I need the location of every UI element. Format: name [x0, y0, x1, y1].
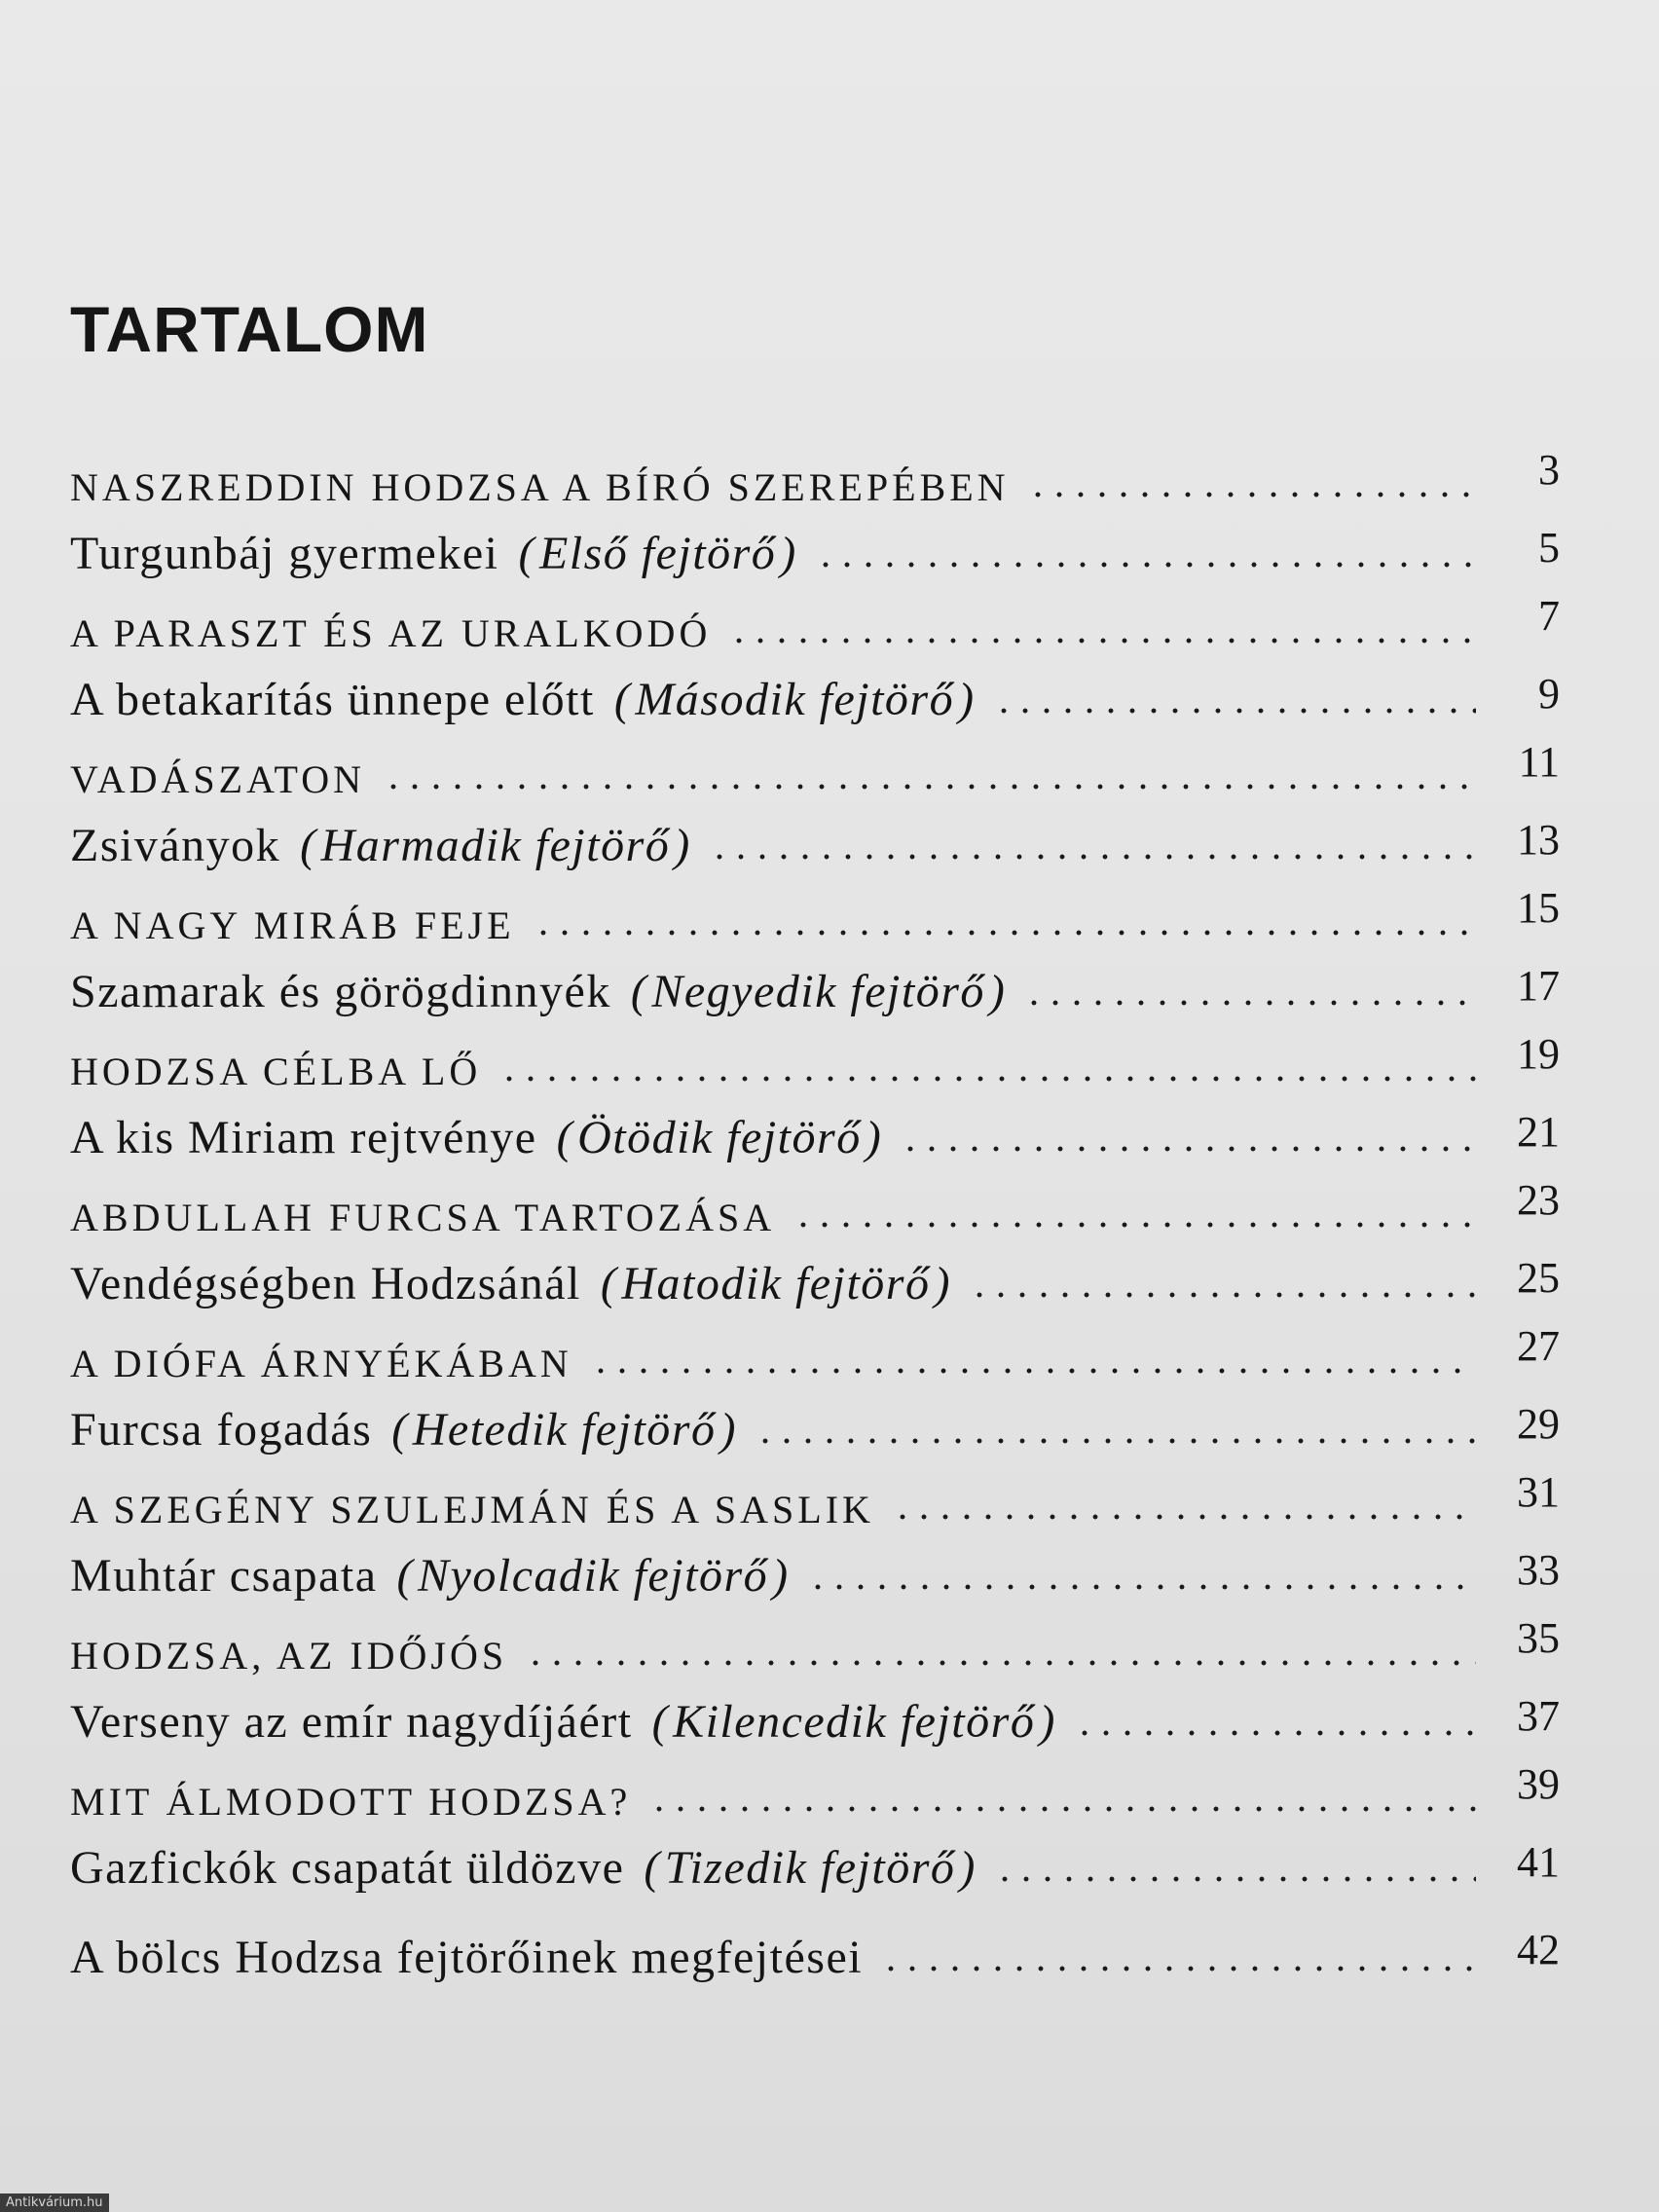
dot-leader	[590, 1367, 1476, 1375]
toc-puzzle-entry	[70, 656, 1560, 726]
dot-leader	[525, 1659, 1476, 1667]
toc-puzzle-entry	[70, 1094, 1560, 1164]
toc-puzzle-entry	[70, 948, 1560, 1018]
puzzle-title: Furcsa fogadás	[70, 1404, 373, 1456]
page-number: 15	[1517, 884, 1560, 932]
dot-leader	[648, 1805, 1476, 1813]
chapter-title: A SZEGÉNY SZULEJMÁN ÉS A SASLIK	[70, 1488, 874, 1531]
puzzle-subtitle: ( Hatodik fejtörő )	[601, 1257, 951, 1310]
page-number: 21	[1517, 1108, 1560, 1156]
toc-chapter-entry	[70, 446, 1560, 510]
toc-puzzle-entry	[70, 1678, 1560, 1749]
chapter-title: A DIÓFA ÁRNYÉKÁBAN	[70, 1342, 572, 1385]
puzzle-title: A kis Miriam rejtvénye	[70, 1112, 537, 1163]
toc-group	[70, 1322, 1560, 1456]
dot-leader	[994, 1875, 1476, 1883]
dot-leader	[900, 1145, 1476, 1153]
puzzle-title: Szamarak és görögdinnyék	[70, 966, 611, 1017]
page-number: 39	[1517, 1760, 1560, 1808]
toc-puzzle-entry	[70, 802, 1560, 872]
page-number: 27	[1517, 1322, 1560, 1370]
toc-chapter-entry	[70, 884, 1560, 948]
toc-chapter-entry	[70, 1760, 1560, 1825]
page-number: 33	[1517, 1546, 1560, 1594]
puzzle-title: A betakarítás ünnepe előtt	[70, 674, 595, 725]
puzzle-subtitle: ( Második fejtörő )	[614, 673, 976, 726]
toc-group	[70, 884, 1560, 1018]
page-number: 13	[1517, 816, 1560, 864]
dot-leader	[880, 1965, 1476, 1972]
toc-chapter-entry	[70, 1614, 1560, 1678]
toc-group	[70, 738, 1560, 872]
toc-puzzle-entry	[70, 1825, 1560, 1895]
dot-leader	[498, 1075, 1476, 1083]
puzzle-title: Gazfickók csapatát üldözve	[70, 1842, 625, 1894]
puzzle-title: Zsiványok	[70, 820, 281, 871]
puzzle-subtitle: ( Első fejtörő )	[518, 527, 796, 580]
puzzle-title: Verseny az emír nagydíjáért	[70, 1696, 633, 1748]
chapter-title: NASZREDDIN HODZSA A BÍRÓ SZEREPÉBEN	[70, 465, 1010, 509]
toc-group	[70, 446, 1560, 580]
page-number: 19	[1517, 1030, 1560, 1078]
chapter-title: HODZSA, AZ IDŐJÓS	[70, 1634, 508, 1677]
puzzle-subtitle: ( Hetedik fejtörő )	[391, 1403, 737, 1456]
dot-leader	[807, 1583, 1476, 1591]
puzzle-subtitle: ( Negyedik fejtörő )	[631, 965, 1007, 1018]
puzzle-subtitle: ( Ötödik fejtörő )	[557, 1111, 883, 1164]
toc-puzzle-entry	[70, 1532, 1560, 1603]
page-number: 35	[1517, 1614, 1560, 1662]
page-number: 3	[1538, 446, 1560, 494]
page-number: 7	[1538, 592, 1560, 640]
page-number: 17	[1517, 962, 1560, 1010]
toc-puzzle-entry	[70, 1240, 1560, 1310]
dot-leader	[533, 929, 1476, 937]
toc-group	[70, 1614, 1560, 1749]
dot-leader	[815, 561, 1476, 569]
puzzle-subtitle: ( Nyolcadik fejtörő )	[397, 1549, 790, 1603]
dot-leader	[969, 1291, 1476, 1299]
chapter-title: MIT ÁLMODOTT HODZSA?	[70, 1780, 632, 1824]
toc-group	[70, 1760, 1560, 1895]
puzzle-subtitle: ( Kilencedik fejtörő )	[652, 1695, 1056, 1749]
toc-group	[70, 1030, 1560, 1164]
puzzle-title: Muhtár csapata	[70, 1550, 378, 1602]
toc-puzzle-entry	[70, 510, 1560, 580]
chapter-title: HODZSA CÉLBA LŐ	[70, 1050, 482, 1093]
solutions-title: A bölcs Hodzsa fejtörőinek megfejtései	[70, 1932, 864, 1983]
toc-chapter-entry	[70, 1176, 1560, 1240]
toc-chapter-entry	[70, 738, 1560, 802]
puzzle-title: Turgunbáj gyermekei	[70, 528, 499, 579]
page-number: 9	[1538, 670, 1560, 718]
page-number: 5	[1538, 524, 1560, 571]
toc-group	[70, 1176, 1560, 1310]
puzzle-title: Vendégségben Hodzsánál	[70, 1258, 581, 1309]
toc-chapter-entry	[70, 1468, 1560, 1532]
toc-group	[70, 592, 1560, 726]
page-number: 29	[1517, 1400, 1560, 1448]
dot-leader	[709, 853, 1476, 861]
dot-leader	[993, 707, 1476, 715]
page-number: 25	[1517, 1254, 1560, 1302]
chapter-title: A NAGY MIRÁB FEJE	[70, 903, 515, 947]
table-of-contents	[70, 446, 1560, 1984]
dot-leader	[793, 1221, 1476, 1229]
dot-leader	[1074, 1729, 1476, 1737]
toc-group	[70, 1468, 1560, 1603]
dot-leader	[1027, 491, 1476, 498]
toc-solutions-entry	[70, 1910, 1560, 1984]
dot-leader	[1023, 999, 1476, 1007]
toc-chapter-entry	[70, 1322, 1560, 1386]
page-number: 31	[1517, 1468, 1560, 1516]
chapter-title: A PARASZT ÉS AZ URALKODÓ	[70, 611, 712, 655]
toc-chapter-entry	[70, 1030, 1560, 1094]
puzzle-subtitle: ( Tizedik fejtörő )	[644, 1841, 976, 1895]
page-number: 37	[1517, 1692, 1560, 1740]
page-number: 42	[1517, 1926, 1560, 1973]
puzzle-subtitle: ( Harmadik fejtörő )	[300, 819, 691, 872]
chapter-title: ABDULLAH FURCSA TARTOZÁSA	[70, 1196, 776, 1239]
dot-leader	[728, 637, 1476, 645]
page-number: 23	[1517, 1176, 1560, 1224]
page-number: 41	[1517, 1838, 1560, 1886]
watermark-label: Antikvárium.hu	[0, 2194, 109, 2212]
page-number: 11	[1518, 738, 1560, 786]
dot-leader	[755, 1437, 1476, 1445]
dot-leader	[892, 1513, 1476, 1521]
toc-puzzle-entry	[70, 1386, 1560, 1456]
toc-chapter-entry	[70, 592, 1560, 656]
dot-leader	[383, 783, 1476, 791]
chapter-title: VADÁSZATON	[70, 757, 366, 801]
page-title: TARTALOM	[70, 293, 429, 365]
